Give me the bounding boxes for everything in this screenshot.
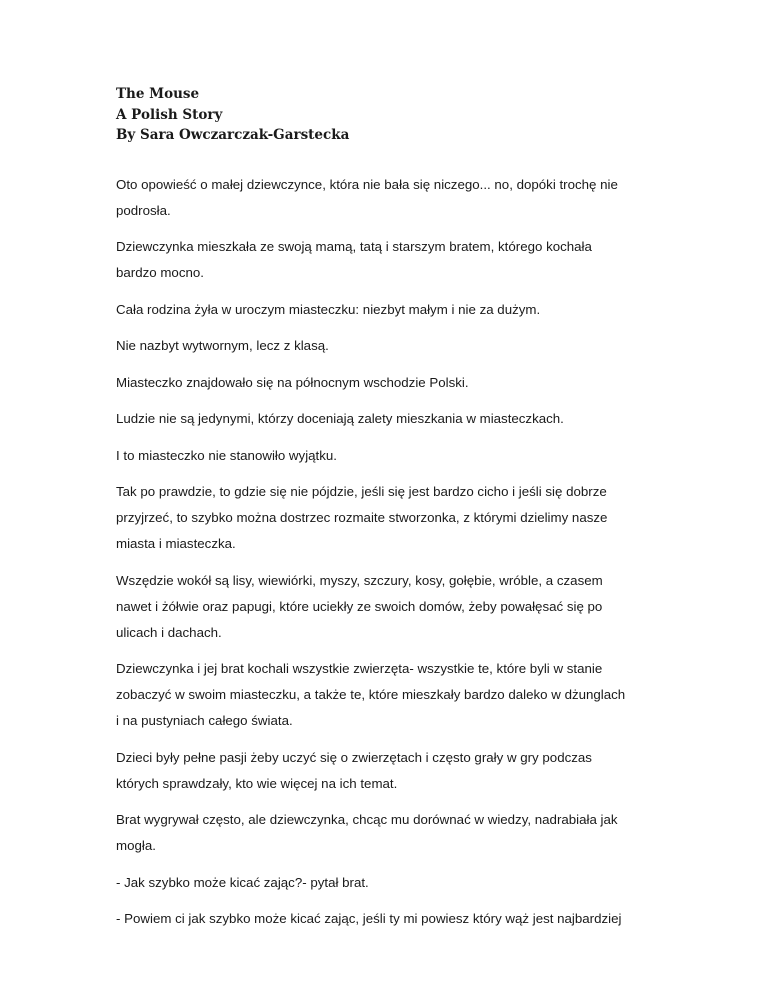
paragraph-line: Miasteczko znajdowało się na północnym wschodzie Polski. — [116, 374, 469, 390]
story-paragraph — [116, 172, 656, 224]
paragraph-line: Ludzie nie są jedynymi, którzy doceniają zalety mieszkania w miasteczkach. — [116, 411, 564, 426]
paragraph-line: I to miasteczko nie stanowiło wyjątku. — [116, 447, 337, 463]
story-author: By Sara Owczarczak-Garstecka — [116, 127, 350, 143]
story-paragraph — [116, 297, 656, 323]
document-content — [116, 84, 656, 943]
paragraph-line: ulicach i dachach. — [116, 624, 222, 640]
paragraph-line: Wszędzie wokół są lisy, wiewiórki, myszy, szczury, kosy, gołębie, wróble, a czasem — [116, 572, 603, 588]
story-body — [116, 172, 656, 933]
paragraph-line: Cała rodzina żyła w uroczym miasteczku: niezbyt małym i nie za dużym. — [116, 301, 541, 317]
story-paragraph — [116, 745, 656, 797]
story-paragraph — [116, 656, 656, 734]
story-subtitle: A Polish Story — [116, 106, 223, 123]
paragraph-line: Dziewczynka mieszkała ze swoją mamą, tatą i starszym bratem, którego kochała — [116, 239, 592, 254]
paragraph-line: miasta i miasteczka. — [116, 536, 236, 551]
paragraph-line: przyjrzeć, to szybko można dostrzec rozmaite stworzonka, z którymi dzielimy nasze — [116, 510, 608, 525]
story-paragraph — [116, 479, 656, 557]
paragraph-line: bardzo mocno. — [116, 265, 204, 280]
paragraph-line: Oto opowieść o małej dziewczynce, która nie bała się niczego... no, dopóki trochę nie — [116, 176, 618, 192]
story-paragraph — [116, 870, 656, 896]
paragraph-line: - Jak szybko może kicać zając?- pytał brat. — [116, 874, 369, 890]
paragraph-line: - Powiem ci jak szybko może kicać zając, jeśli ty mi powiesz który wąż jest najbardziej — [116, 911, 622, 926]
story-paragraph — [116, 443, 656, 469]
story-paragraph — [116, 333, 656, 359]
story-paragraph — [116, 406, 656, 432]
heading-spacer — [116, 146, 656, 172]
paragraph-line: Tak po prawdzie, to gdzie się nie pójdzie, jeśli się jest bardzo cicho i jeśli się dobrze — [116, 484, 607, 499]
paragraph-line: i na pustyniach całego świata. — [116, 713, 293, 728]
story-paragraph — [116, 906, 656, 932]
paragraph-line: Dziewczynka i jej brat kochali wszystkie zwierzęta- wszystkie te, które byli w stanie — [116, 661, 603, 676]
paragraph-line: Dzieci były pełne pasji żeby uczyć się o zwierzętach i często grały w gry podczas — [116, 749, 592, 765]
story-paragraph — [116, 234, 656, 286]
paragraph-line: zobaczyć w swoim miasteczku, a także te, które mieszkały bardzo daleko w dżunglach — [116, 687, 626, 702]
paragraph-line: mogła. — [116, 838, 156, 853]
paragraph-line: których sprawdzały, kto wie więcej na ich temat. — [116, 775, 398, 791]
paragraph-line: Nie nazbyt wytwornym, lecz z klasą. — [116, 338, 329, 353]
paragraph-line: podrosła. — [116, 202, 171, 218]
paragraph-line: nawet i żółwie oraz papugi, które uciekły ze swoich domów, żeby powałęsać się po — [116, 598, 603, 614]
story-paragraph — [116, 370, 656, 396]
story-paragraph — [116, 807, 656, 859]
story-paragraph — [116, 568, 656, 646]
story-title: The Mouse — [116, 86, 200, 102]
paragraph-line: Brat wygrywał często, ale dziewczynka, chcąc mu dorównać w wiedzy, nadrabiała jak — [116, 812, 618, 827]
